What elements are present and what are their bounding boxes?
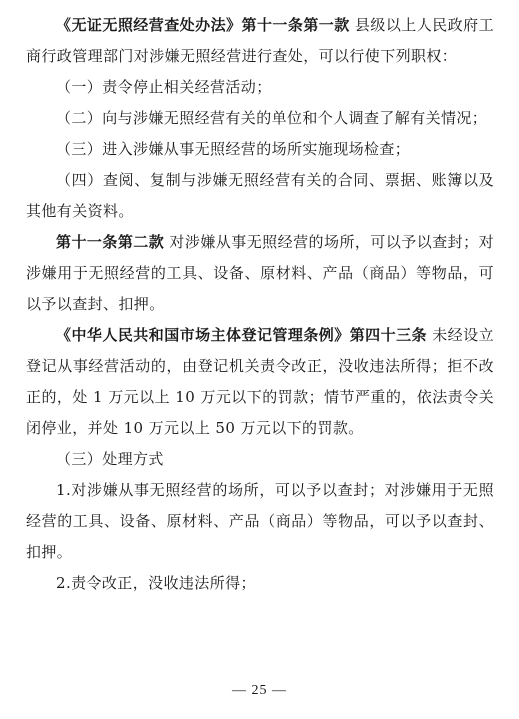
list-item-2: （二）向与涉嫌无照经营有关的单位和个人调查了解有关情况；: [56, 109, 488, 127]
list-item-1: （一）责令停止相关经营活动；: [56, 78, 272, 96]
regulation-text: 县级以上人民政府工商行政管理部门对涉嫌无照经营进行查处，可以行使下列职权：: [26, 16, 494, 65]
regulation-text: 对涉嫌从事无照经营的场所，可以予以查封；对涉嫌用于无照经营的工具、设备、原材料、产品（商品）等物品，可以予以查封、扣押。: [26, 233, 494, 313]
regulation-citation: 《无证无照经营查处办法》第十一条第一款: [56, 16, 350, 34]
step-2: 2.责令改正，没收违法所得；: [56, 574, 256, 592]
regulation-citation: 第十一条第二款: [56, 233, 165, 251]
list-item-3: （三）进入涉嫌从事无照经营的场所实施现场检查；: [56, 140, 411, 158]
paragraph-regulation-article-11-2: [26, 227, 494, 320]
regulation-text: 未经设立登记从事经营活动的，由登记机关责令改正，没收违法所得；拒不改正的，处 1 万元以上 10 万元以下的罚款；情节严重的，依法责令关闭停业，并处 10 万元以上 50 万元以下的罚款。: [26, 326, 494, 437]
step-1: 1.对涉嫌从事无照经营的场所，可以予以查封；对涉嫌用于无照经营的工具、设备、原材料、产品（商品）等物品，可以予以查封、扣押。: [26, 481, 494, 561]
page-number: — 25 —: [232, 683, 287, 698]
regulation-citation: 《中华人民共和国市场主体登记管理条例》第四十三条: [56, 326, 427, 344]
paragraph-regulation-article-11-1: [26, 10, 494, 72]
paragraph-regulation-article-43: [26, 320, 494, 444]
section-heading: （三）处理方式: [56, 450, 164, 468]
document-page: [26, 10, 494, 599]
list-item-4: （四）查阅、复制与涉嫌无照经营有关的合同、票据、账簿以及其他有关资料。: [26, 171, 494, 220]
